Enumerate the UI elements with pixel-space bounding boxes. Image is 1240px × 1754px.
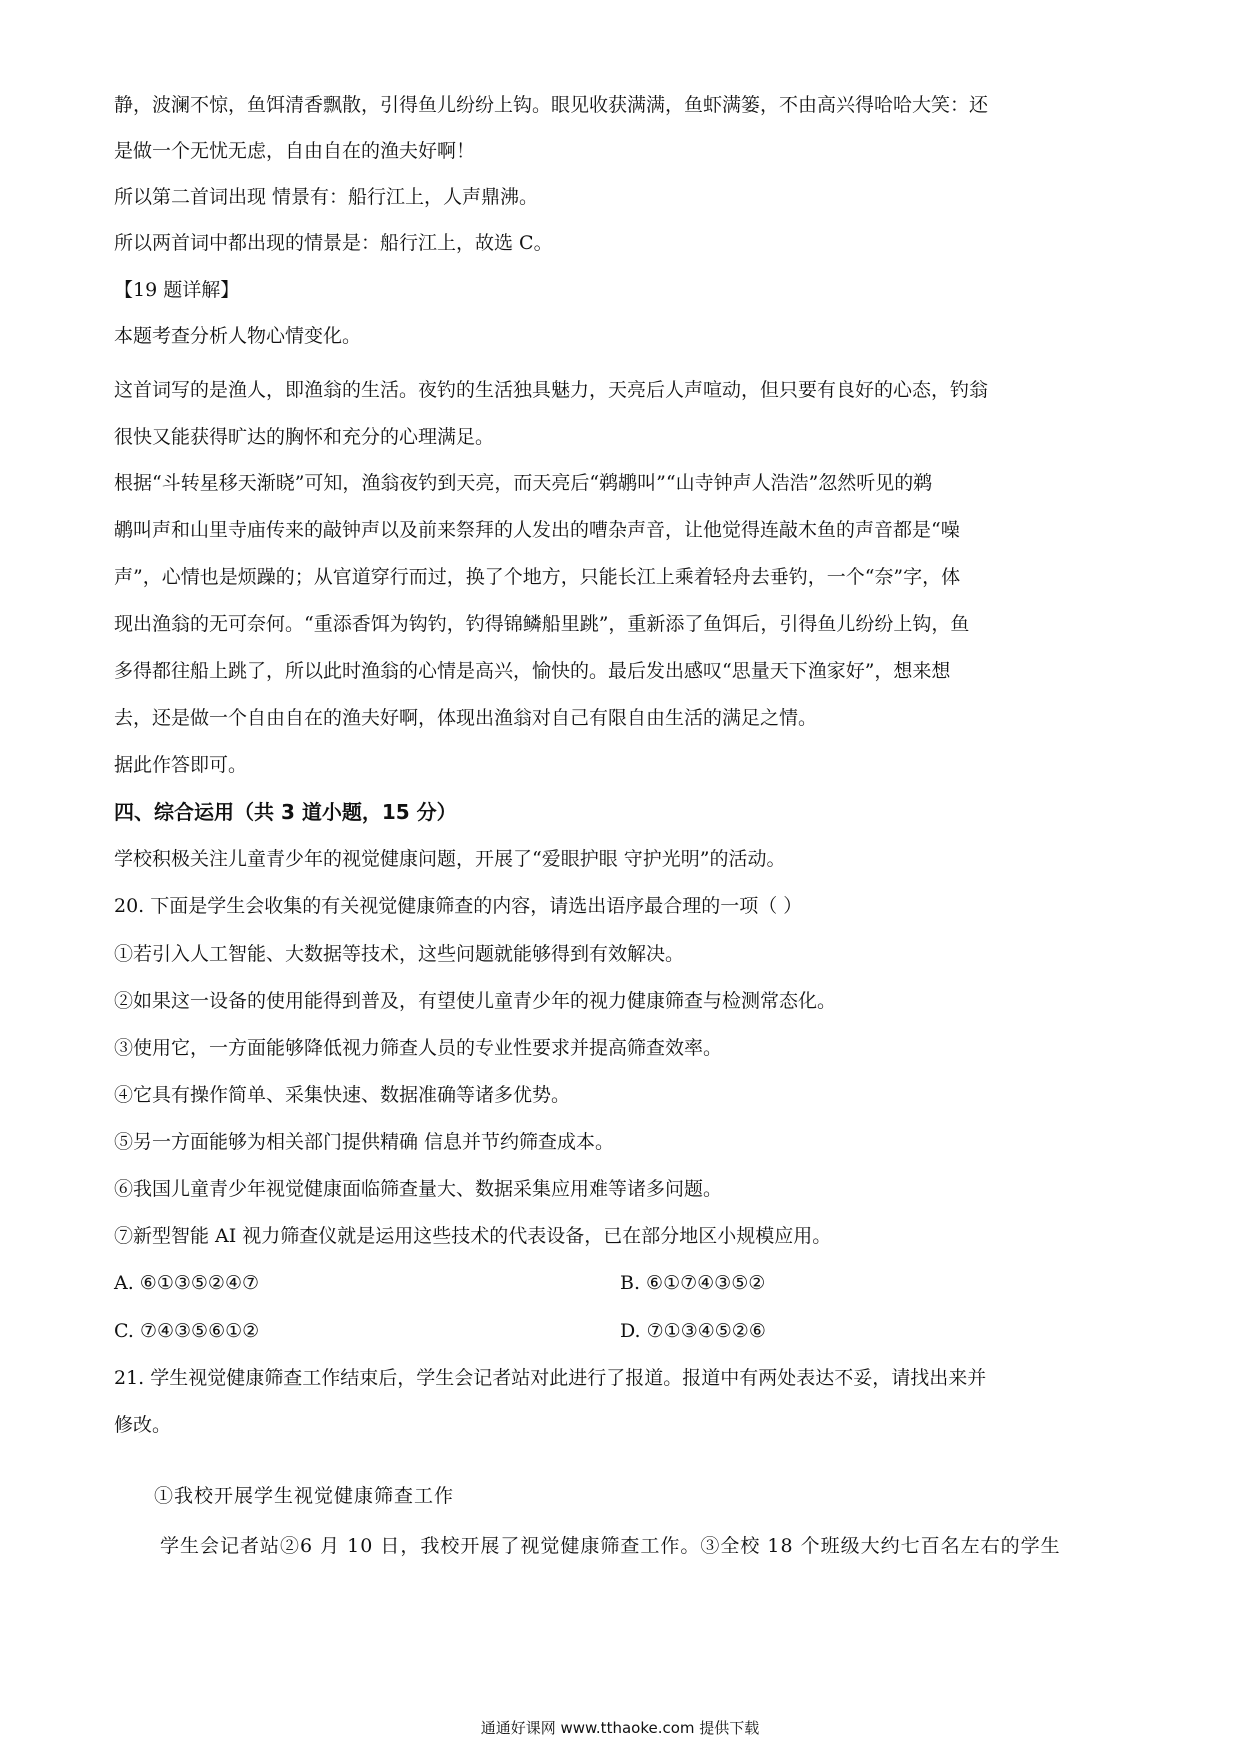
paragraph-line: 所以第二首词出现 情景有：船行江上，人声鼎沸。 [114, 186, 539, 208]
option-b: B. ⑥①⑦④③⑤② [620, 1272, 766, 1294]
paragraph-line: 声”，心情也是烦躁的；从官道穿行而过，换了个地方，只能长江上乘着轻舟去垂钓，一个“奈”字，体 [114, 566, 961, 588]
question-detail-heading: 【19 题详解】 [114, 279, 240, 301]
paragraph-line: 是做一个无忧无虑，自由自在的渔夫好啊！ [114, 140, 476, 162]
paragraph-line: 据此作答即可。 [114, 754, 248, 776]
paragraph-line: 现出渔翁的无可奈何。“重添香饵为钩钓，钓得锦鳞船里跳”，重新添了鱼饵后，引得鱼儿纷纷上钩，鱼 [114, 613, 970, 635]
section-heading: 四、综合运用（共 3 道小题，15 分） [114, 800, 457, 824]
report-body: 学生会记者站②6 月 10 日，我校开展了视觉健康筛查工作。③全校 18 个班级大约七百名左右的学生 [160, 1535, 1061, 1557]
sentence-item: ⑤另一方面能够为相关部门提供精确 信息并节约筛查成本。 [114, 1131, 615, 1153]
paragraph-line: 很快又能获得旷达的胸怀和充分的心理满足。 [114, 426, 495, 448]
question-21-cont: 修改。 [114, 1414, 172, 1436]
paragraph-line: 多得都往船上跳了，所以此时渔翁的心情是高兴，愉快的。最后发出感叹“思量天下渔家好”，想来想 [114, 660, 951, 682]
sentence-item: ⑦新型智能 AI 视力筛查仪就是运用这些技术的代表设备，已在部分地区小规模应用。 [114, 1225, 832, 1247]
sentence-item: ④它具有操作简单、采集快速、数据准确等诸多优势。 [114, 1084, 571, 1106]
option-c: C. ⑦④③⑤⑥①② [114, 1320, 260, 1342]
paragraph-line: 静，波澜不惊，鱼饵清香飘散，引得鱼儿纷纷上钩。眼见收获满满，鱼虾满篓，不由高兴得哈哈大笑：还 [114, 94, 989, 116]
paragraph-line: 鹕叫声和山里寺庙传来的敲钟声以及前来祭拜的人发出的嘈杂声音，让他觉得连敲木鱼的声音都是“噪 [114, 519, 960, 541]
sentence-item: ①若引入人工智能、大数据等技术，这些问题就能够得到有效解决。 [114, 943, 685, 965]
question-20: 20. 下面是学生会收集的有关视觉健康筛查的内容，请选出语序最合理的一项（ ） [114, 895, 803, 917]
sentence-item: ⑥我国儿童青少年视觉健康面临筛查量大、数据采集应用难等诸多问题。 [114, 1178, 723, 1200]
report-title: ①我校开展学生视觉健康筛查工作 [154, 1485, 455, 1507]
option-d: D. ⑦①③④⑤②⑥ [620, 1320, 766, 1342]
paragraph-line: 去，还是做一个自由自在的渔夫好啊，体现出渔翁对自己有限自由生活的满足之情。 [114, 707, 818, 729]
sentence-item: ③使用它，一方面能够降低视力筛查人员的专业性要求并提高筛查效率。 [114, 1037, 723, 1059]
paragraph-line: 所以两首词中都出现的情景是：船行江上，故选 C。 [114, 232, 553, 254]
question-21: 21. 学生视觉健康筛查工作结束后，学生会记者站对此进行了报道。报道中有两处表达不妥，请找出来并 [114, 1367, 987, 1389]
sentence-item: ②如果这一设备的使用能得到普及，有望使儿童青少年的视力健康筛查与检测常态化。 [114, 990, 837, 1012]
paragraph-line: 根据“斗转星移天渐晓”可知，渔翁夜钓到天亮，而天亮后“鹈鹕叫”“山寺钟声人浩浩”忽然听见的鹈 [114, 472, 933, 494]
paragraph-line: 这首词写的是渔人，即渔翁的生活。夜钓的生活独具魅力，天亮后人声喧动，但只要有良好的心态，钓翁 [114, 379, 989, 401]
page-footer: 通通好课网 www.tthaoke.com 提供下载 [480, 1719, 760, 1737]
option-a: A. ⑥①③⑤②④⑦ [114, 1272, 260, 1294]
paragraph-line: 本题考查分析人物心情变化。 [114, 325, 362, 347]
section-intro: 学校积极关注儿童青少年的视觉健康问题，开展了“爱眼护眼 守护光明”的活动。 [114, 848, 786, 870]
